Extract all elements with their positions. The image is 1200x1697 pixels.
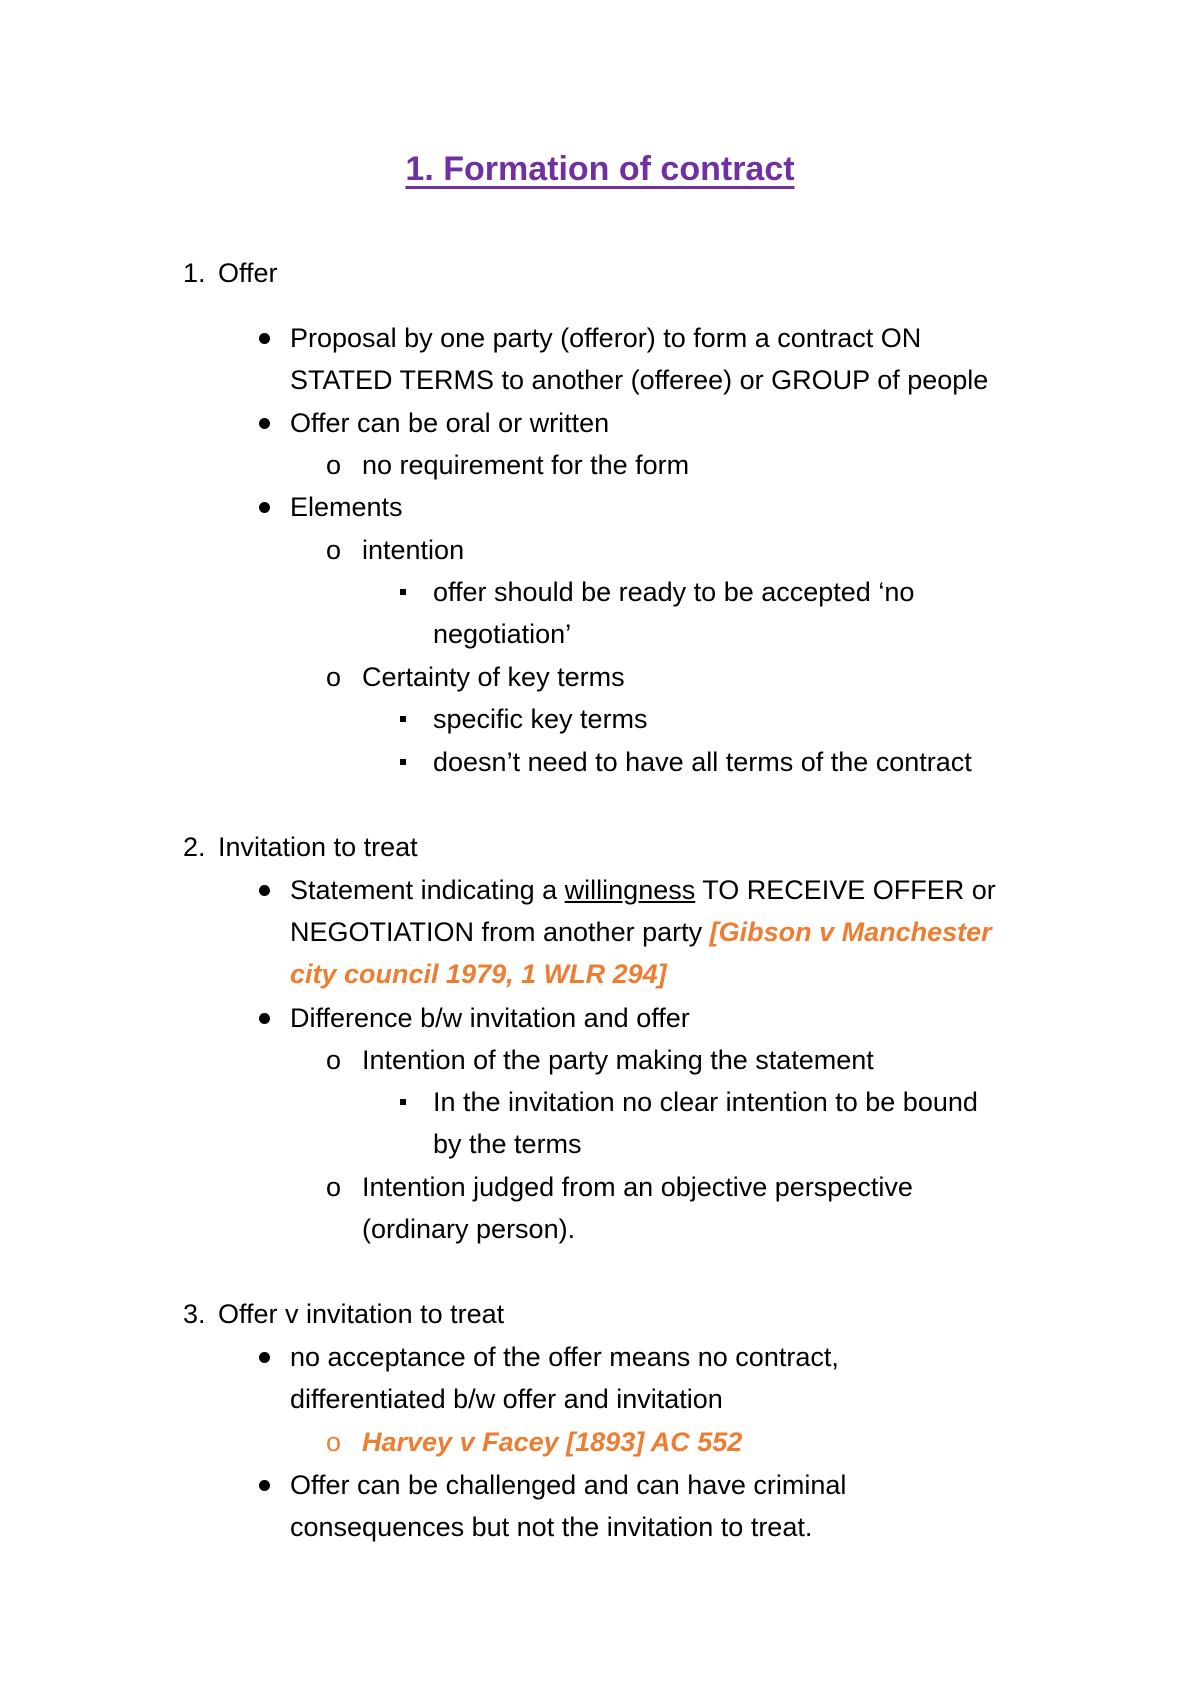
s2-bullet-2: Difference b/w invitation and offer — [290, 1003, 690, 1033]
square-bullet-icon — [400, 716, 406, 722]
s3-bullet-1-line-2: differentiated b/w offer and invitation — [290, 1384, 723, 1414]
s1-item-1-line-1: offer should be ready to be accepted ‘no — [433, 577, 915, 607]
s3-bullet-2-line-2: consequences but not the invitation to treat. — [290, 1512, 813, 1542]
page-title: 1. Formation of contract — [405, 150, 795, 188]
underlined-word: willingness — [564, 875, 696, 905]
sub-bullet-icon: o — [326, 1045, 342, 1075]
section-2-number: 2. — [183, 832, 206, 862]
s2-bullet-1-line-1 — [290, 873, 996, 907]
case-citation-harvey: Harvey v Facey [1893] AC 552 — [362, 1427, 743, 1457]
s1-bullet-3-sub-1: intention — [362, 535, 465, 565]
section-1-heading: Offer — [218, 258, 278, 288]
bullet-icon — [259, 418, 270, 429]
bullet-icon — [259, 502, 270, 513]
s1-bullet-2-sub-1: no requirement for the form — [362, 450, 690, 480]
s1-item-3: doesn’t need to have all terms of the contract — [433, 747, 972, 777]
s1-bullet-3: Elements — [290, 492, 403, 522]
bullet-icon — [259, 1352, 270, 1363]
section-1-number: 1. — [183, 258, 206, 288]
bullet-icon — [259, 1013, 270, 1024]
bullet-icon — [259, 1480, 270, 1491]
s3-bullet-1-line-1: no acceptance of the offer means no contract, — [290, 1342, 839, 1372]
s2-item-1-line-2: by the terms — [433, 1129, 582, 1159]
s2-bullet-1-text-end: TO RECEIVE OFFER or — [695, 875, 996, 905]
case-citation-continued: city council 1979, 1 WLR 294] — [290, 959, 667, 989]
s2-bullet-1-line-2 — [290, 915, 992, 949]
s2-item-1-line-1: In the invitation no clear intention to be bound — [433, 1087, 978, 1117]
square-bullet-icon — [400, 759, 406, 765]
s1-bullet-2: Offer can be oral or written — [290, 408, 610, 438]
s2-bullet-2-sub-2-line-1: Intention judged from an objective perspective — [362, 1172, 913, 1202]
sub-bullet-icon: o — [326, 662, 342, 692]
section-3-heading: Offer v invitation to treat — [218, 1299, 505, 1329]
square-bullet-icon — [400, 589, 406, 595]
sub-bullet-icon: o — [326, 1427, 342, 1457]
s2-bullet-1-text: Statement indicating a — [290, 875, 565, 905]
s1-bullet-3-sub-2: Certainty of key terms — [362, 662, 625, 692]
sub-bullet-icon: o — [326, 1172, 342, 1202]
s1-bullet-1-line-2: STATED TERMS to another (offeree) or GROUP of people — [290, 365, 989, 395]
s1-item-2: specific key terms — [433, 704, 648, 734]
case-citation: [Gibson v Manchester — [709, 917, 992, 947]
s2-bullet-2-sub-2-line-2: (ordinary person). — [362, 1214, 576, 1244]
bullet-icon — [259, 885, 270, 896]
s1-item-1-line-2: negotiation’ — [433, 619, 572, 649]
s2-bullet-1-text-2: NEGOTIATION from another party — [290, 917, 710, 947]
section-3-number: 3. — [183, 1299, 206, 1329]
sub-bullet-icon: o — [326, 535, 342, 565]
bullet-icon — [259, 333, 270, 344]
square-bullet-icon — [400, 1099, 406, 1105]
section-2-heading: Invitation to treat — [218, 832, 418, 862]
s2-bullet-2-sub-1: Intention of the party making the statement — [362, 1045, 874, 1075]
sub-bullet-icon: o — [326, 450, 342, 480]
s1-bullet-1-line-1: Proposal by one party (offeror) to form a contract ON — [290, 323, 922, 353]
s3-bullet-2-line-1: Offer can be challenged and can have criminal — [290, 1470, 847, 1500]
